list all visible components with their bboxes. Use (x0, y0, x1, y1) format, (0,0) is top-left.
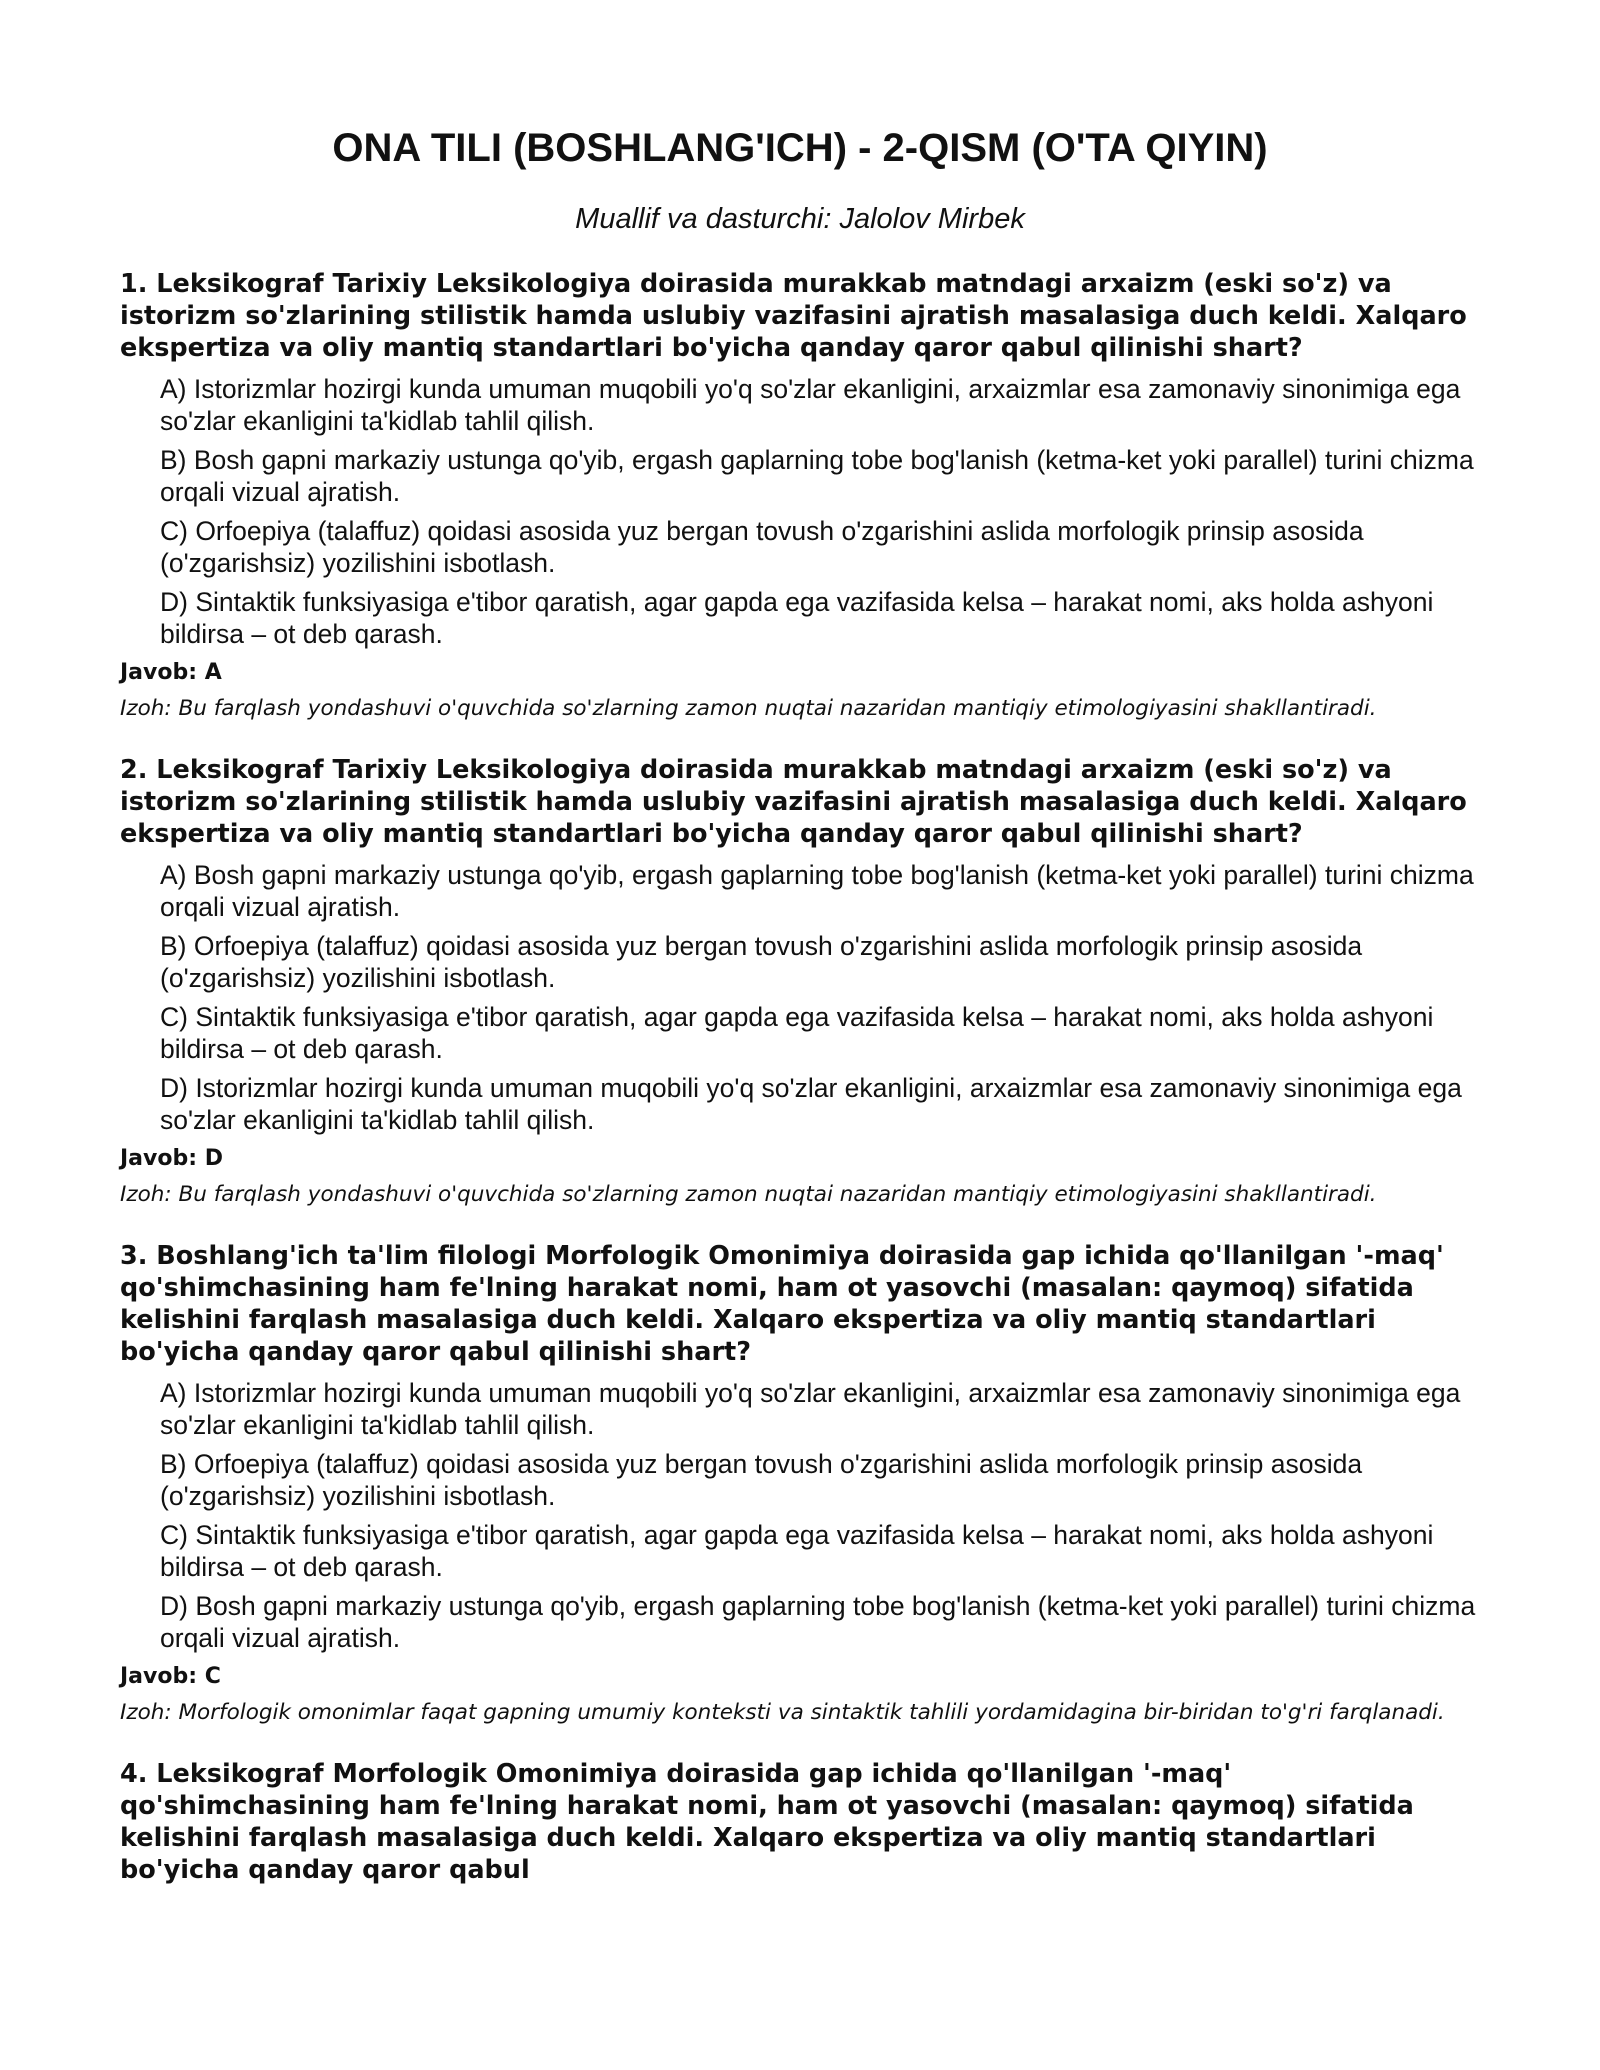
question-block (120, 1240, 1480, 1728)
options-list (120, 1378, 1480, 1654)
author-subtitle: Muallif va dasturchi: Jalolov Mirbek (575, 203, 1025, 235)
option-c: C) Orfoepiya (talaffuz) qoidasi asosida yuz bergan tovush o'zgarishini aslida morfologik prinsip asosida (o'zgarishsiz) yozilishini isbotlash. (160, 516, 1364, 578)
question-text: 2. Leksikograf Tarixiy Leksikologiya doirasida murakkab matndagi arxaizm (eski so'z) va istorizm so'zlarining stilistik hamda uslubiy vazifasini ajratish masalasiga duch keldi. Xalqaro ekspertiza va oliy mantiq standartlari bo'yicha qanday qaror qabul qilinishi shart? (120, 755, 1467, 849)
option-d: D) Istorizmlar hozirgi kunda umuman muqobili yo'q so'zlar ekanligini, arxaizmlar esa zamonaviy sinonimiga ega so'zlar ekanligini ta'kidlab tahlil qilish. (160, 1073, 1462, 1135)
answer-label: Javob: C (120, 1664, 221, 1689)
option-d: D) Bosh gapni markaziy ustunga qo'yib, ergash gaplarning tobe bog'lanish (ketma-ket yoki parallel) turini chizma orqali vizual ajratish. (160, 1591, 1476, 1653)
question-block (120, 268, 1480, 724)
explanation-note: Izoh: Bu farqlash yondashuvi o'quvchida so'zlarning zamon nuqtai nazaridan mantiqiy etimologiyasini shakllantiradi. (120, 696, 1377, 721)
option-b: B) Bosh gapni markaziy ustunga qo'yib, ergash gaplarning tobe bog'lanish (ketma-ket yoki parallel) turini chizma orqali vizual ajratish. (160, 445, 1474, 507)
option-b: B) Orfoepiya (talaffuz) qoidasi asosida yuz bergan tovush o'zgarishini aslida morfologik prinsip asosida (o'zgarishsiz) yozilishini isbotlash. (160, 931, 1363, 993)
options-list (120, 374, 1480, 650)
explanation-note: Izoh: Morfologik omonimlar faqat gapning umumiy konteksti va sintaktik tahlili yordamidagina bir-biridan to'g'ri farqlanadi. (120, 1700, 1445, 1725)
question-text: 4. Leksikograf Morfologik Omonimiya doirasida gap ichida qo'llanilgan '-maq' qo'shimchasining ham fe'lning harakat nomi, ham ot yasovchi (masalan: qaymoq) sifatida kelishini farqlash masalasiga duch keldi. Xalqaro ekspertiza va oliy mantiq standartlari bo'yicha qanday qaror qabul (120, 1759, 1414, 1885)
question-text: 3. Boshlang'ich ta'lim filologi Morfologik Omonimiya doirasida gap ichida qo'llanilgan '-maq' qo'shimchasining ham fe'lning harakat nomi, ham ot yasovchi (masalan: qaymoq) sifatida kelishini farqlash masalasiga duch keldi. Xalqaro ekspertiza va oliy mantiq standartlari bo'yicha qanday qaror qabul qilinishi shart? (120, 1241, 1444, 1367)
answer-label: Javob: D (120, 1146, 223, 1171)
option-a: A) Istorizmlar hozirgi kunda umuman muqobili yo'q so'zlar ekanligini, arxaizmlar esa zamonaviy sinonimiga ega so'zlar ekanligini ta'kidlab tahlil qilish. (160, 1378, 1461, 1440)
option-c: C) Sintaktik funksiyasiga e'tibor qaratish, agar gapda ega vazifasida kelsa – harakat nomi, aks holda ashyoni bildirsa – ot deb qarash. (160, 1520, 1434, 1582)
option-c: C) Sintaktik funksiyasiga e'tibor qaratish, agar gapda ega vazifasida kelsa – harakat nomi, aks holda ashyoni bildirsa – ot deb qarash. (160, 1002, 1434, 1064)
option-a: A) Bosh gapni markaziy ustunga qo'yib, ergash gaplarning tobe bog'lanish (ketma-ket yoki parallel) turini chizma orqali vizual ajratish. (160, 860, 1474, 922)
explanation-note: Izoh: Bu farqlash yondashuvi o'quvchida so'zlarning zamon nuqtai nazaridan mantiqiy etimologiyasini shakllantiradi. (120, 1182, 1377, 1207)
question-text: 1. Leksikograf Tarixiy Leksikologiya doirasida murakkab matndagi arxaizm (eski so'z) va istorizm so'zlarining stilistik hamda uslubiy vazifasini ajratish masalasiga duch keldi. Xalqaro ekspertiza va oliy mantiq standartlari bo'yicha qanday qaror qabul qilinishi shart? (120, 269, 1467, 363)
answer-label: Javob: A (120, 660, 222, 685)
question-block (120, 1758, 1480, 1886)
question-block (120, 754, 1480, 1210)
page-title: ONA TILI (BOSHLANG'ICH) - 2-QISM (O'TA QIYIN) (332, 126, 1268, 170)
option-a: A) Istorizmlar hozirgi kunda umuman muqobili yo'q so'zlar ekanligini, arxaizmlar esa zamonaviy sinonimiga ega so'zlar ekanligini ta'kidlab tahlil qilish. (160, 374, 1461, 436)
option-d: D) Sintaktik funksiyasiga e'tibor qaratish, agar gapda ega vazifasida kelsa – harakat nomi, aks holda ashyoni bildirsa – ot deb qarash. (160, 587, 1434, 649)
document-page (120, 120, 1480, 1886)
options-list (120, 860, 1480, 1136)
option-b: B) Orfoepiya (talaffuz) qoidasi asosida yuz bergan tovush o'zgarishini aslida morfologik prinsip asosida (o'zgarishsiz) yozilishini isbotlash. (160, 1449, 1363, 1511)
